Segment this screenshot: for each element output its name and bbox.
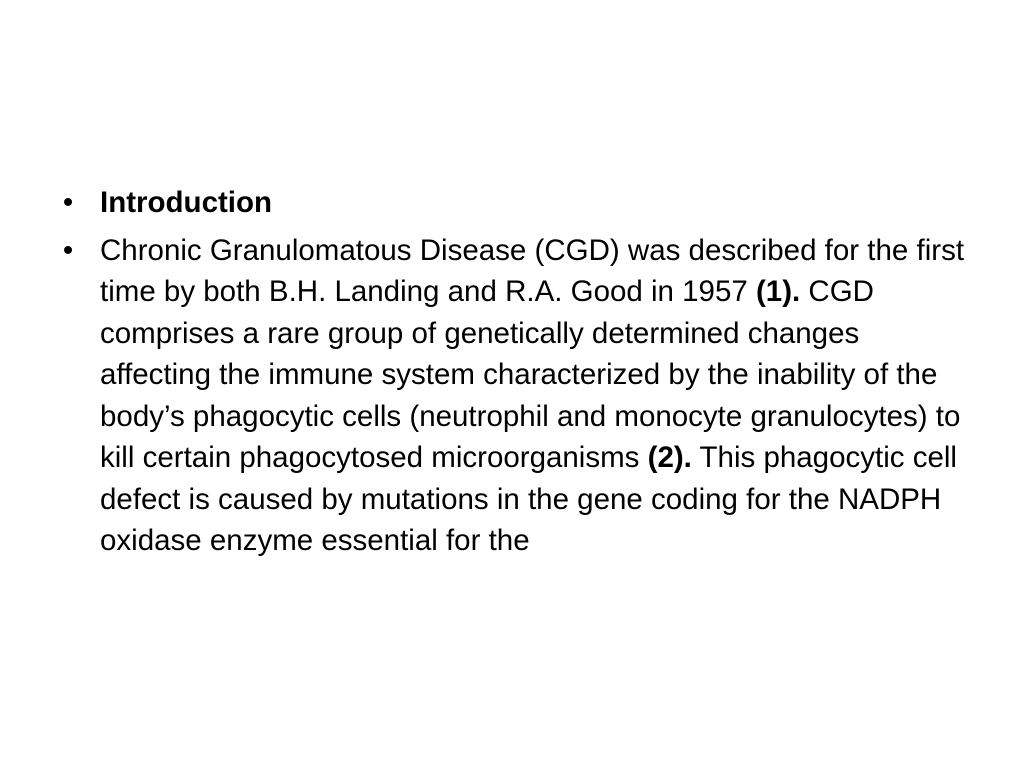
bullet-dot-icon: • [62, 186, 74, 219]
bullet-item-introduction [58, 182, 968, 224]
bullet-item-paragraph [58, 230, 968, 562]
paragraph-text-1: Chronic Granulomatous Disease (CGD) was described for the first time by both B.H. Landing and R.A. Good in 1957 [100, 233, 965, 308]
reference-2: (2). [647, 441, 692, 474]
reference-1: (1). [755, 275, 801, 308]
bullet-dot-icon: • [62, 233, 74, 267]
paragraph-text-2: CGD comprises a rare group of genetically determined changes affecting the immune system characterized by the inability of the body’s phagocytic cells (neutrophil and monocyte granulocytes) to kill certain phagocytosed microorganisms [100, 275, 961, 474]
bullet-list [58, 182, 968, 568]
section-heading: Introduction [100, 186, 273, 219]
paragraph-text-3: This phagocytic cell defect is caused by mutations in the gene coding for the NADPH oxidase enzyme essential for the [100, 441, 957, 557]
